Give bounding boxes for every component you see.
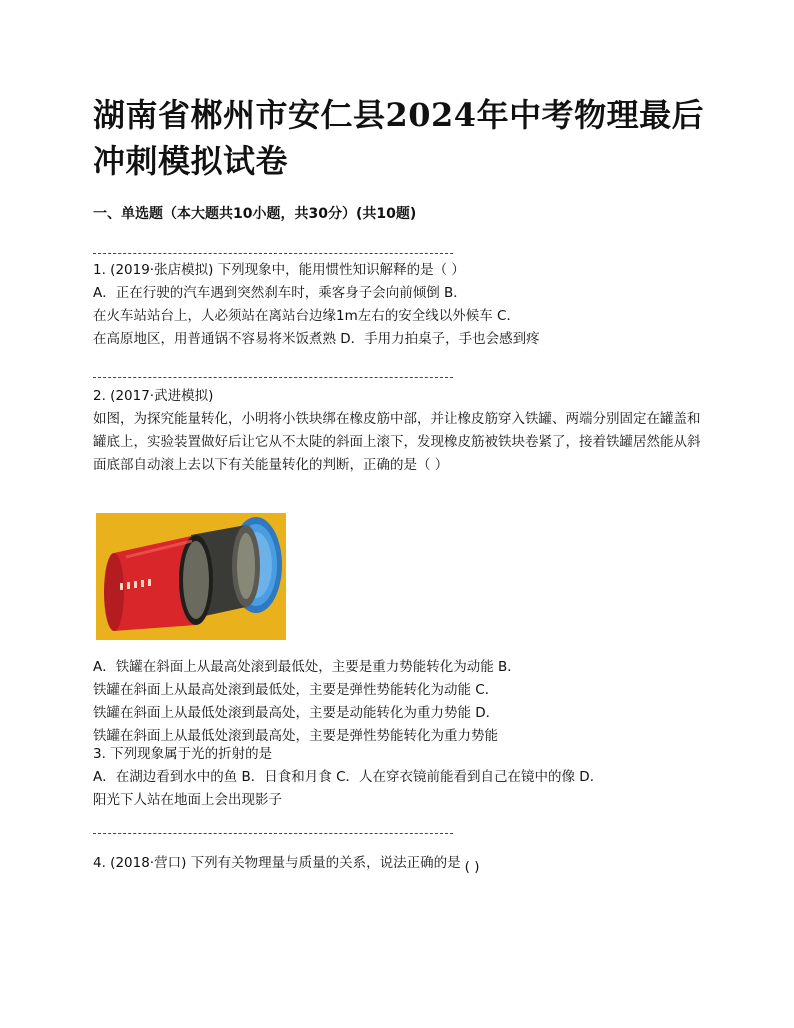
question-2-option-line: A．铁罐在斜面上从最高处滚到最低处，主要是重力势能转化为动能 B． bbox=[93, 659, 521, 675]
question-separator bbox=[93, 377, 453, 378]
question-4-stem: 4. (2018·营口) 下列有关物理量与质量的关系，说法正确的是 bbox=[93, 855, 461, 871]
iron-can-figure bbox=[96, 513, 286, 640]
question-2-options bbox=[93, 656, 711, 748]
question-3 bbox=[93, 743, 711, 812]
question-2-stem: 如图，为探究能量转化，小明将小铁块绑在橡皮筋中部，并让橡皮筋穿入铁罐、两端分别固定在罐盖和罐底上，实验装置做好后让它从不太陡的斜面上滚下，发现橡皮筋被铁块卷紧了，接着铁罐居然能从斜面底部自动滚上去以下有关能量转化的判断，正确的是（ ） bbox=[93, 411, 701, 473]
question-1-option-line: A．正在行驶的汽车遇到突然刹车时，乘客身子会向前倾倒 B． bbox=[93, 285, 467, 301]
question-2-option-line: 铁罐在斜面上从最低处滚到最高处，主要是动能转化为重力势能 D． bbox=[93, 705, 500, 721]
question-4-answer-blank: ( ) bbox=[464, 859, 480, 875]
question-separator bbox=[93, 833, 453, 834]
question-1-option-line: 在高原地区，用普通锅不容易将米饭煮熟 D．手用力拍桌子，手也会感到疼 bbox=[93, 331, 540, 347]
question-2-source: 2. (2017·武进模拟) bbox=[93, 388, 214, 404]
question-3-stem: 3. 下列现象属于光的折射的是 bbox=[93, 746, 273, 762]
question-1-option-line: 在火车站站台上，人必须站在离站台边缘1m左右的安全线以外候车 C． bbox=[93, 308, 520, 324]
question-3-option-line: A．在湖边看到水中的鱼 B．日食和月食 C．人在穿衣镜前能看到自己在镜中的像 D． bbox=[93, 769, 604, 785]
exam-title: 湖南省郴州市安仁县2024年中考物理最后冲刺模拟试卷 bbox=[93, 96, 705, 180]
iron-can-illustration bbox=[96, 513, 286, 640]
question-separator bbox=[93, 253, 453, 254]
question-1 bbox=[93, 259, 711, 351]
question-4 bbox=[93, 852, 711, 879]
question-2 bbox=[93, 385, 711, 477]
question-3-option-line: 阳光下人站在地面上会出现影子 bbox=[93, 792, 282, 808]
question-2-option-line: 铁罐在斜面上从最高处滚到最低处，主要是弹性势能转化为动能 C． bbox=[93, 682, 499, 698]
section-heading: 一、单选题（本大题共10小题，共30分）(共10题) bbox=[93, 206, 417, 222]
question-2-option-line: 铁罐在斜面上从最低处滚到最高处，主要是弹性势能转化为重力势能 bbox=[93, 728, 498, 744]
question-1-stem: 1. (2019·张店模拟) 下列现象中，能用惯性知识解释的是（ ） bbox=[93, 262, 465, 278]
